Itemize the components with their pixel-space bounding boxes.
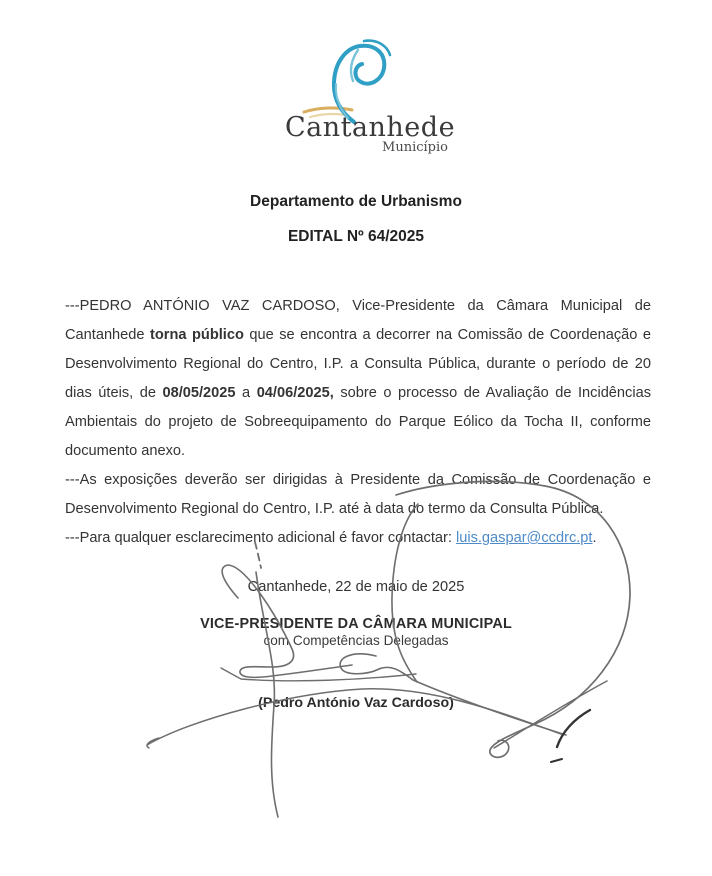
text-run: que se encontra a decorrer na Comissão de Coordenação e Desenvolvimento Regional do Centro, I.P. a Consulta Pública, durante o período de 20 dias úteis, de: [65, 327, 651, 401]
email-link[interactable]: luis.gaspar@ccdrc.pt: [455, 530, 593, 546]
text-run: ---As exposições deverão ser dirigidas à Presidente da Comissão de Coordenação e Desenvolvimento Regional do Centro, I.P. até à data do termo da Consulta Pública.: [65, 472, 651, 517]
signatory-name: (Pedro António Vaz Cardoso): [258, 695, 454, 711]
text-run: ---PEDRO ANTÓNIO VAZ CARDOSO, Vice-Presidente da Câmara Municipal de Cantanhede: [65, 298, 651, 343]
edital-number-heading: EDITAL Nº 64/2025: [287, 228, 425, 245]
text-run: ---Para qualquer esclarecimento adicional é favor contactar:: [65, 530, 456, 546]
paragraph: [65, 466, 651, 524]
signature-stroke: [221, 668, 416, 681]
bold-text-run: 08/05/2025: [162, 385, 236, 401]
text-run: sobre o processo de Avaliação de Incidências Ambientais do projeto de Sobreequipamento do Parque Eólico da Tocha II, conforme documento anexo.: [65, 385, 651, 459]
logo-subtitle: Município: [382, 140, 448, 155]
paragraph: [65, 292, 651, 466]
body-paragraphs: [65, 292, 651, 553]
signature-stroke: [147, 738, 159, 748]
signature-stroke: [551, 759, 562, 762]
signature-stroke: [557, 710, 590, 747]
signatory-subtitle: com Competências Delegadas: [263, 633, 449, 648]
text-run: a: [235, 385, 257, 401]
bold-text-run: 04/06/2025,: [256, 385, 334, 401]
bold-text-run: torna público: [150, 327, 244, 343]
signatory-title: VICE-PRESIDENTE DA CÂMARA MUNICIPAL: [200, 616, 512, 632]
department-heading: Departamento de Urbanismo: [250, 193, 462, 210]
dateline: Cantanhede, 22 de maio de 2025: [247, 579, 465, 595]
text-run: .: [592, 530, 597, 546]
logo-wordmark: Cantanhede: [284, 112, 456, 143]
paragraph: [65, 524, 651, 553]
signature-stroke: [494, 681, 607, 748]
